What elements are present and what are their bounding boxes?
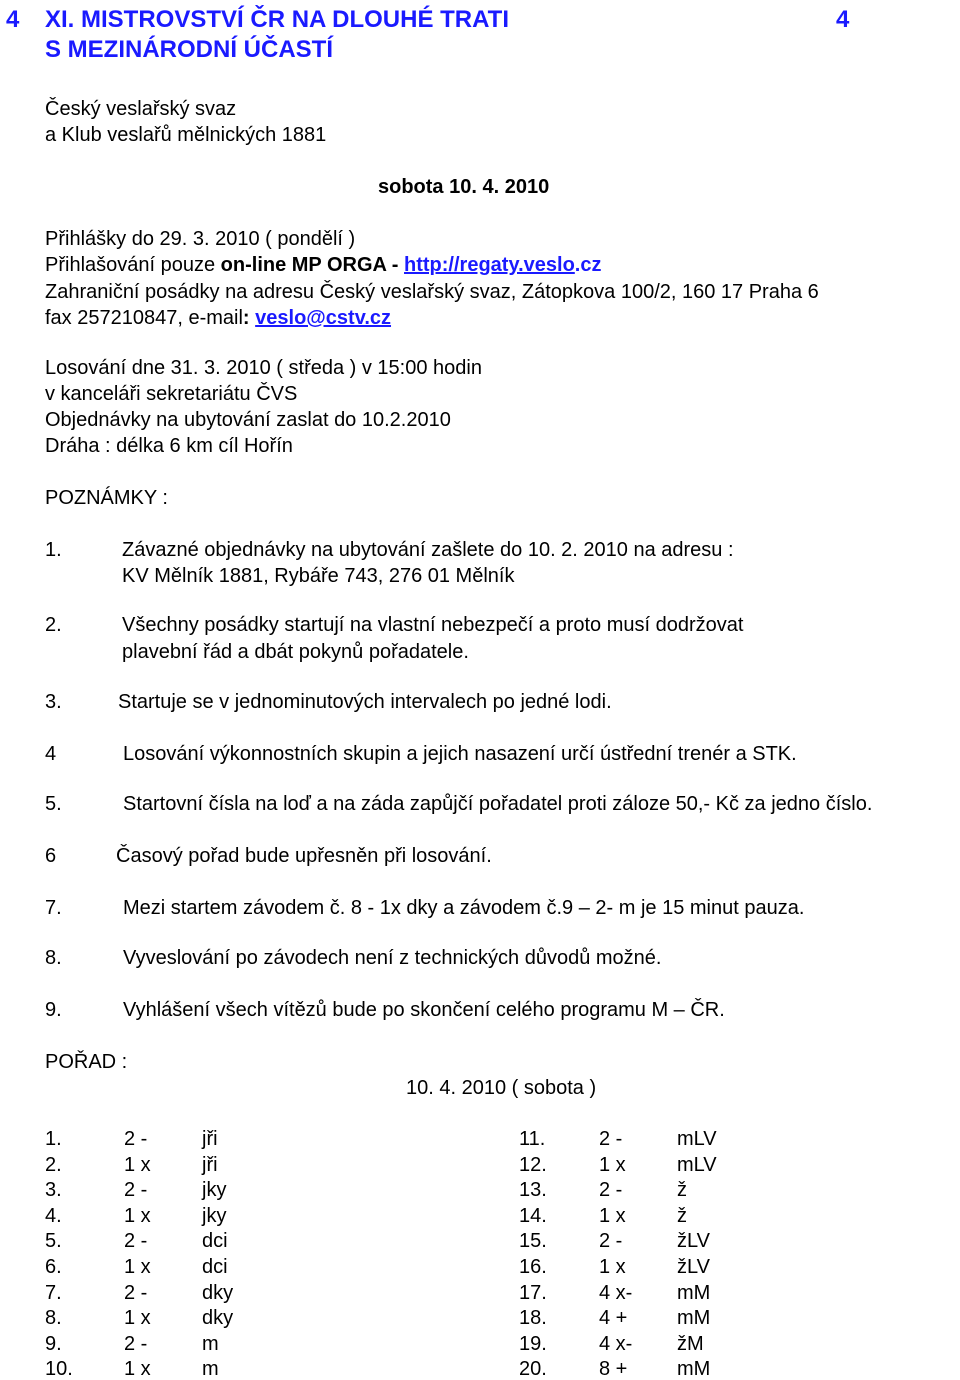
boat-class: 2 - — [599, 1179, 623, 1201]
course-info: Dráha : délka 6 km cíl Hořín — [45, 435, 293, 457]
header-right-number: 4 — [836, 6, 850, 33]
boat-class: 1 x — [599, 1256, 626, 1278]
race-number: 12. — [519, 1154, 547, 1176]
note-text: Startuje se v jednominutových intervalech po jedné lodi. — [118, 691, 612, 713]
race-number: 4. — [45, 1205, 62, 1227]
header-left-number: 4 — [6, 6, 20, 33]
boat-class: 4 x- — [599, 1333, 633, 1355]
boat-class: 2 - — [124, 1179, 148, 1201]
note-text-continued: plavební řád a dbát pokynů pořadatele. — [122, 641, 469, 663]
category: jři — [202, 1128, 218, 1150]
note-number: 2. — [45, 614, 62, 636]
boat-class: 1 x — [124, 1358, 151, 1380]
boat-class: 2 - — [124, 1230, 148, 1252]
registration-link-suffix[interactable]: .cz — [574, 254, 602, 276]
fax-prefix: fax 257210847, e-mail — [45, 307, 243, 329]
race-number: 19. — [519, 1333, 547, 1355]
note-text: Vyveslování po závodech není z technických důvodů možné. — [123, 947, 662, 969]
note-text-continued: KV Mělník 1881, Rybáře 743, 276 01 Mělník — [122, 565, 515, 587]
boat-class: 1 x — [124, 1256, 151, 1278]
race-number: 13. — [519, 1179, 547, 1201]
draw-info: Losování dne 31. 3. 2010 ( středa ) v 15:00 hodin — [45, 357, 482, 379]
category: jky — [202, 1205, 227, 1227]
boat-class: 2 - — [124, 1128, 148, 1150]
boat-class: 1 x — [124, 1205, 151, 1227]
note-text: Losování výkonnostních skupin a jejich nasazení určí ústřední trenér a STK. — [123, 743, 797, 765]
race-number: 17. — [519, 1282, 547, 1304]
note-number: 9. — [45, 999, 62, 1021]
document-title: XI. MISTROVSTVÍ ČR NA DLOUHÉ TRATI — [45, 6, 510, 33]
category: žM — [677, 1333, 704, 1355]
category: mM — [677, 1358, 711, 1380]
race-number: 6. — [45, 1256, 62, 1278]
note-text: Startovní čísla na loď a na záda zapůjčí pořadatel proti záloze 50,- Kč za jedno číslo. — [123, 793, 873, 815]
note-text: Všechny posádky startují na vlastní nebezpečí a proto musí dodržovat — [122, 614, 744, 636]
category: dky — [202, 1307, 234, 1329]
note-number: 5. — [45, 793, 62, 815]
category: mM — [677, 1307, 711, 1329]
boat-class: 1 x — [124, 1154, 151, 1176]
registration-deadline: Přihlášky do 29. 3. 2010 ( pondělí ) — [45, 228, 356, 250]
organizer-line2: a Klub veslařů mělnických 1881 — [45, 124, 327, 146]
race-number: 7. — [45, 1282, 62, 1304]
race-number: 15. — [519, 1230, 547, 1252]
document-subtitle: S MEZINÁRODNÍ ÚČASTÍ — [45, 36, 333, 63]
race-number: 10. — [45, 1358, 73, 1380]
registration-link[interactable]: http://regaty.veslo — [404, 254, 575, 276]
note-text: Závazné objednávky na ubytování zašlete do 10. 2. 2010 na adresu : — [122, 539, 734, 561]
registration-online-prefix: Přihlašování pouze — [45, 254, 221, 276]
category: m — [202, 1333, 219, 1355]
fax-colon: : — [242, 307, 256, 329]
office-info: v kanceláři sekretariátu ČVS — [45, 383, 298, 405]
category: dci — [202, 1256, 228, 1278]
race-number: 11. — [519, 1128, 546, 1150]
note-number: 3. — [45, 691, 62, 713]
boat-class: 8 + — [599, 1358, 628, 1380]
fax-email-line — [45, 308, 391, 328]
program-heading: POŘAD : — [45, 1051, 128, 1073]
boat-class: 4 x- — [599, 1282, 633, 1304]
note-number: 7. — [45, 897, 62, 919]
race-number: 3. — [45, 1179, 62, 1201]
category: jři — [202, 1154, 218, 1176]
category: dky — [202, 1282, 234, 1304]
note-text: Vyhlášení všech vítězů bude po skončení celého programu M – ČR. — [123, 999, 725, 1021]
race-number: 14. — [519, 1205, 547, 1227]
category: ž — [677, 1205, 687, 1227]
category: jky — [202, 1179, 227, 1201]
race-number: 16. — [519, 1256, 547, 1278]
accommodation-info: Objednávky na ubytování zaslat do 10.2.2010 — [45, 409, 451, 431]
note-text: Časový pořad bude upřesněn při losování. — [116, 845, 492, 867]
note-number: 8. — [45, 947, 62, 969]
race-number: 9. — [45, 1333, 62, 1355]
category: m — [202, 1358, 219, 1380]
race-number: 18. — [519, 1307, 547, 1329]
race-number: 2. — [45, 1154, 62, 1176]
note-text: Mezi startem závodem č. 8 - 1x dky a závodem č.9 – 2- m je 15 minut pauza. — [123, 897, 805, 919]
category: mLV — [677, 1154, 717, 1176]
race-number: 1. — [45, 1128, 62, 1150]
note-number: 4 — [45, 743, 57, 765]
boat-class: 1 x — [599, 1205, 626, 1227]
note-number: 6 — [45, 845, 57, 867]
category: žLV — [677, 1230, 710, 1252]
race-number: 8. — [45, 1307, 62, 1329]
registration-online — [45, 255, 601, 275]
race-number: 20. — [519, 1358, 547, 1380]
boat-class: 1 x — [124, 1307, 151, 1329]
note-number: 1. — [45, 539, 62, 561]
boat-class: 2 - — [124, 1282, 148, 1304]
category: dci — [202, 1230, 228, 1252]
email-link[interactable]: veslo@cstv.cz — [255, 307, 392, 329]
boat-class: 2 - — [124, 1333, 148, 1355]
organizer-line1: Český veslařský svaz — [45, 98, 237, 120]
registration-online-bold: on-line MP ORGA - — [220, 254, 405, 276]
category: ž — [677, 1179, 687, 1201]
event-date: sobota 10. 4. 2010 — [378, 176, 550, 198]
boat-class: 2 - — [599, 1128, 623, 1150]
category: žLV — [677, 1256, 710, 1278]
boat-class: 2 - — [599, 1230, 623, 1252]
category: mLV — [677, 1128, 717, 1150]
boat-class: 4 + — [599, 1307, 628, 1329]
foreign-crews-address: Zahraniční posádky na adresu Český veslařský svaz, Zátopkova 100/2, 160 17 Praha 6 — [45, 281, 819, 303]
notes-heading: POZNÁMKY : — [45, 487, 168, 509]
race-number: 5. — [45, 1230, 62, 1252]
boat-class: 1 x — [599, 1154, 626, 1176]
program-date: 10. 4. 2010 ( sobota ) — [406, 1077, 597, 1099]
category: mM — [677, 1282, 711, 1304]
